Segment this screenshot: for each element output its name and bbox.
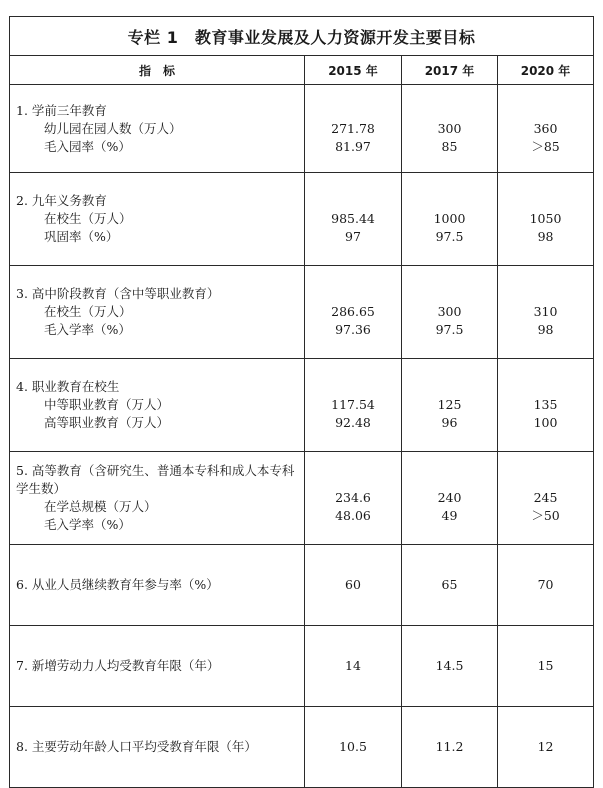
header-indicator: 指 标 — [10, 56, 305, 85]
value: 300 — [437, 120, 462, 136]
value: 96 — [441, 415, 458, 430]
value-2017: 65 — [402, 545, 498, 626]
value-2015: 60 — [305, 545, 402, 626]
header-year-2015: 2015 年 — [305, 56, 402, 85]
indicator-cell — [10, 707, 305, 788]
indicator-title: 2. 九年义务教育 — [16, 193, 107, 208]
indicator-title: 7. 新增劳动力人均受教育年限（年） — [16, 658, 220, 673]
table-title: 专栏 1 教育事业发展及人力资源开发主要目标 — [10, 17, 594, 56]
table-row — [10, 266, 594, 359]
value-2020: 70 — [498, 545, 594, 626]
value: 310 — [533, 304, 558, 319]
value-2015 — [305, 452, 402, 545]
value-2017 — [402, 173, 498, 266]
value-2017: 14.5 — [402, 626, 498, 707]
value: 97.5 — [435, 322, 464, 337]
indicator-title: 4. 职业教育在校生 — [16, 379, 120, 394]
indicator-cell — [10, 545, 305, 626]
indicator-title: 3. 高中阶段教育（含中等职业教育） — [16, 286, 220, 301]
value: 286.65 — [331, 304, 375, 319]
value: 98 — [537, 322, 554, 337]
indicator-sub: 中等职业教育（万人） — [44, 397, 170, 412]
value-2020: 15 — [498, 626, 594, 707]
value-2020: 12 — [498, 707, 594, 788]
table-row — [10, 707, 594, 788]
value: 234.6 — [335, 490, 371, 505]
value-2017 — [402, 452, 498, 545]
header-year-2017: 2017 年 — [402, 56, 498, 85]
indicator-sub: 高等职业教育（万人） — [44, 415, 170, 430]
indicator-cell — [10, 452, 305, 545]
indicator-title: 5. 高等教育（含研究生、普通本专科和成人本专科学生数） — [16, 463, 295, 496]
indicator-sub: 在校生（万人） — [44, 211, 132, 226]
indicator-cell — [10, 173, 305, 266]
value-2017 — [402, 359, 498, 452]
value: 92.48 — [335, 415, 371, 430]
value-2015 — [305, 173, 402, 266]
value: 240 — [437, 490, 462, 505]
value: ＞50 — [531, 508, 560, 523]
value: 97 — [345, 229, 361, 244]
value: 117.54 — [331, 397, 375, 412]
value-2015: 10.5 — [305, 707, 402, 788]
value: 1000 — [433, 211, 466, 226]
indicator-cell — [10, 85, 305, 173]
indicator-title: 8. 主要劳动年龄人口平均受教育年限（年） — [16, 739, 257, 754]
table-row — [10, 545, 594, 626]
value: 48.06 — [335, 508, 371, 523]
value: 81.97 — [335, 138, 371, 154]
indicator-cell — [10, 626, 305, 707]
value: 135 — [533, 397, 558, 412]
indicator-sub: 巩固率（%） — [44, 229, 119, 244]
value: 97.36 — [335, 322, 371, 337]
education-targets-table — [9, 16, 594, 788]
value: 85 — [441, 138, 458, 154]
value: 360 — [533, 120, 558, 136]
table-row — [10, 359, 594, 452]
value: 97.5 — [435, 229, 464, 244]
value-2020 — [498, 359, 594, 452]
value: ＞85 — [531, 138, 560, 154]
value-2015 — [305, 266, 402, 359]
value-2020 — [498, 452, 594, 545]
value: 271.78 — [331, 120, 375, 136]
value-2017 — [402, 266, 498, 359]
indicator-title: 6. 从业人员继续教育年参与率（%） — [16, 577, 219, 592]
value-2015: 14 — [305, 626, 402, 707]
indicator-cell — [10, 359, 305, 452]
value-2020 — [498, 266, 594, 359]
indicator-sub: 幼儿园在园人数（万人） — [44, 120, 182, 136]
value: 1050 — [529, 211, 562, 226]
value: 985.44 — [331, 211, 375, 226]
value-2020 — [498, 173, 594, 266]
value-2017 — [402, 85, 498, 173]
value: 245 — [533, 490, 558, 505]
value-2017: 11.2 — [402, 707, 498, 788]
table-row — [10, 85, 594, 173]
indicator-sub: 毛入学率（%） — [44, 322, 131, 337]
value: 49 — [441, 508, 458, 523]
indicator-sub: 在学总规模（万人） — [44, 499, 157, 514]
indicator-sub: 毛入学率（%） — [44, 517, 131, 532]
indicator-cell — [10, 266, 305, 359]
value: 125 — [437, 397, 462, 412]
indicator-sub: 在校生（万人） — [44, 304, 132, 319]
value: 300 — [437, 304, 462, 319]
value: 98 — [537, 229, 554, 244]
value: 100 — [533, 415, 558, 430]
table-row — [10, 452, 594, 545]
indicator-title: 1. 学前三年教育 — [16, 102, 107, 118]
value-2020 — [498, 85, 594, 173]
value-2015 — [305, 359, 402, 452]
indicator-sub: 毛入园率（%） — [44, 138, 131, 154]
header-year-2020: 2020 年 — [498, 56, 594, 85]
table-row — [10, 173, 594, 266]
table-row — [10, 626, 594, 707]
value-2015 — [305, 85, 402, 173]
